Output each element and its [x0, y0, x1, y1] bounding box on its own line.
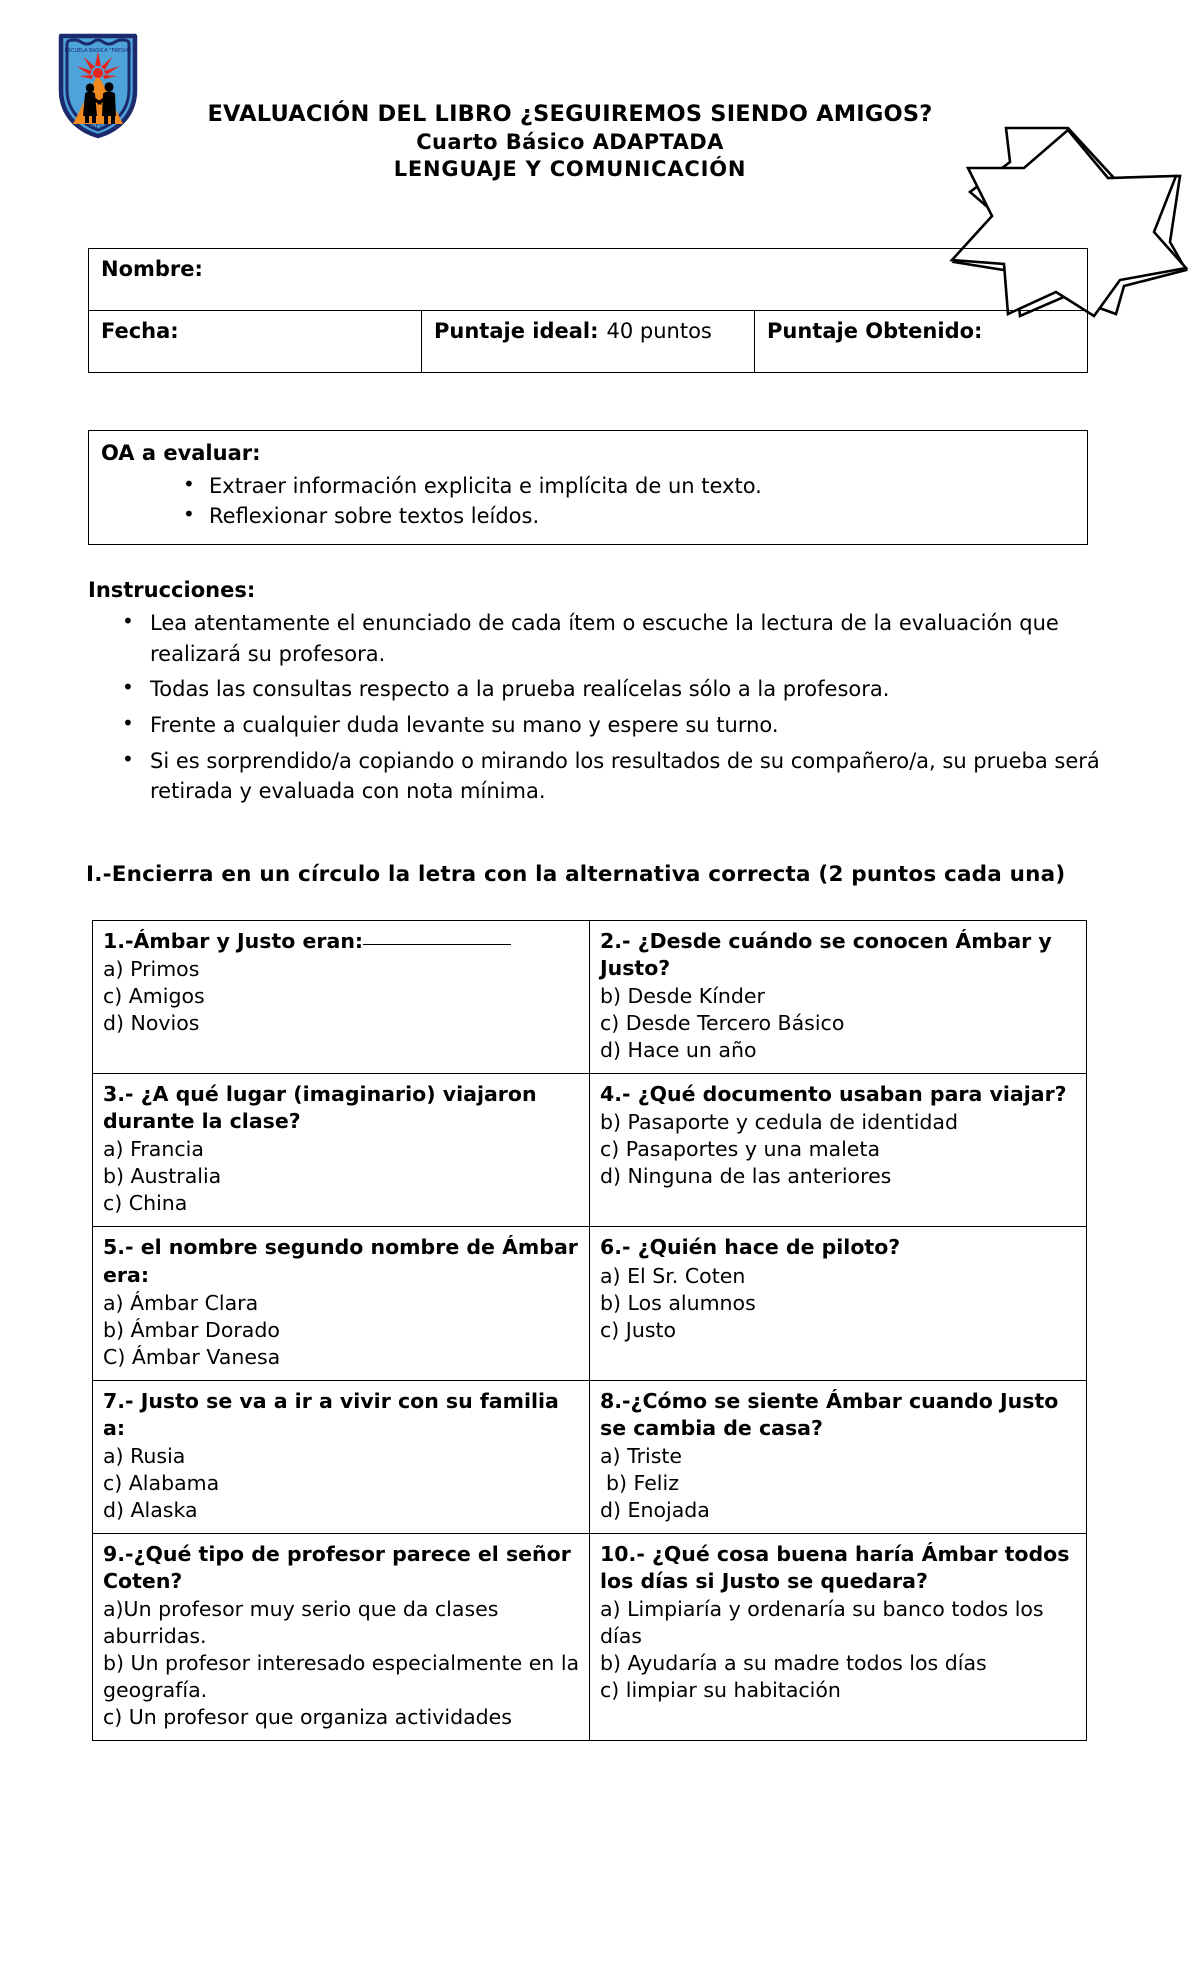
question-stem-text: 1.-Ámbar y Justo eran:: [103, 929, 364, 953]
table-row: [93, 921, 1087, 1074]
question-cell-9[interactable]: [93, 1533, 590, 1740]
nombre-label: Nombre:: [101, 257, 203, 281]
question-option[interactable]: d) Ninguna de las anteriores: [600, 1164, 892, 1189]
question-option[interactable]: a) El Sr. Coten: [600, 1263, 746, 1288]
question-stem: 10.- ¿Qué cosa buena haría Ámbar todos los días si Justo se quedara?: [600, 1541, 1070, 1593]
question-stem: [103, 928, 581, 955]
nombre-cell[interactable]: [89, 249, 1088, 311]
question-cell-8[interactable]: [590, 1380, 1087, 1533]
question-option[interactable]: a) Triste: [600, 1443, 683, 1468]
list-item: • Extraer información explicita e implícita de un texto.: [209, 471, 1075, 501]
question-option[interactable]: b) Pasaporte y cedula de identidad: [600, 1110, 959, 1135]
document-header: [0, 0, 1200, 180]
student-info-table: [88, 248, 1088, 373]
page-subtitle-subject: LENGUAJE Y COMUNICACIÓN: [393, 156, 747, 181]
question-stem: 7.- Justo se va a ir a vivir con su familia a:: [103, 1388, 559, 1440]
question-stem: 3.- ¿A qué lugar (imaginario) viajaron durante la clase?: [103, 1082, 537, 1134]
question-cell-7[interactable]: [93, 1380, 590, 1533]
question-option[interactable]: a) Primos: [103, 957, 200, 982]
question-option[interactable]: b) Desde Kínder: [600, 984, 765, 1009]
question-cell-1[interactable]: [93, 921, 590, 1074]
question-cell-2[interactable]: [590, 921, 1087, 1074]
question-option[interactable]: C) Ámbar Vanesa: [103, 1344, 281, 1369]
list-item: • Reflexionar sobre textos leídos.: [209, 501, 1075, 531]
list-item: • Todas las consultas respecto a la prueba realícelas sólo a la profesora.: [150, 674, 1108, 705]
question-option[interactable]: c) Amigos: [103, 984, 205, 1009]
section-one-heading: I.-Encierra en un círculo la letra con la alternativa correcta (2 puntos cada una): [86, 862, 1066, 887]
question-option[interactable]: b) Ámbar Dorado: [103, 1317, 280, 1342]
question-option[interactable]: d) Hace un año: [600, 1038, 757, 1063]
list-item: • Lea atentamente el enunciado de cada ítem o escuche la lectura de la evaluación que realizará su profesora.: [150, 608, 1108, 669]
puntaje-obtenido-label: Puntaje Obtenido:: [767, 319, 983, 343]
table-row: [93, 1380, 1087, 1533]
puntaje-ideal-value: 40 puntos: [606, 319, 712, 343]
crest-top-text: ESCUELA BASICA "FRESIA": [64, 48, 132, 54]
fecha-label: Fecha:: [101, 319, 179, 343]
puntaje-obtenido-cell[interactable]: [755, 311, 1088, 373]
question-option[interactable]: a) Ámbar Clara: [103, 1290, 259, 1315]
question-option[interactable]: b) Feliz: [606, 1470, 679, 1495]
question-option[interactable]: c) Desde Tercero Básico: [600, 1011, 845, 1036]
question-option[interactable]: b) Los alumnos: [600, 1290, 756, 1315]
question-stem: 9.-¿Qué tipo de profesor parece el señor Coten?: [103, 1541, 571, 1593]
list-item: • Frente a cualquier duda levante su mano y espere su turno.: [150, 710, 1108, 741]
oa-title: OA a evaluar:: [101, 441, 261, 465]
page-subtitle-grade: Cuarto Básico ADAPTADA: [416, 129, 724, 154]
crest-bottom-text: FRESIA: [89, 124, 107, 130]
list-item: • Si es sorprendido/a copiando o mirando los resultados de su compañero/a, su prueba será retirada y evaluada con nota mínima.: [150, 746, 1108, 807]
question-option[interactable]: a) Rusia: [103, 1443, 186, 1468]
question-option[interactable]: b) Un profesor interesado especialmente en la geografía.: [103, 1651, 580, 1703]
instructions-list: [88, 608, 1108, 807]
question-stem: 2.- ¿Desde cuándo se conocen Ámbar y Justo?: [600, 929, 1052, 981]
question-option[interactable]: b) Australia: [103, 1164, 222, 1189]
question-option[interactable]: a)Un profesor muy serio que da clases aburridas.: [103, 1597, 499, 1649]
question-option[interactable]: c) limpiar su habitación: [600, 1678, 841, 1703]
crest-icon: [57, 32, 139, 140]
question-option[interactable]: b) Ayudaría a su madre todos los días: [600, 1651, 987, 1676]
table-row: [89, 311, 1088, 373]
instructions-title: Instrucciones:: [88, 578, 256, 602]
question-option[interactable]: a) Francia: [103, 1137, 204, 1162]
question-option[interactable]: d) Enojada: [600, 1497, 710, 1522]
fecha-cell[interactable]: [89, 311, 422, 373]
question-option[interactable]: d) Alaska: [103, 1497, 198, 1522]
question-cell-5[interactable]: [93, 1227, 590, 1380]
table-row: [89, 249, 1088, 311]
table-row: [93, 1074, 1087, 1227]
question-stem: 5.- el nombre segundo nombre de Ámbar era:: [103, 1235, 578, 1287]
question-cell-6[interactable]: [590, 1227, 1087, 1380]
question-cell-10[interactable]: [590, 1533, 1087, 1740]
question-option[interactable]: d) Novios: [103, 1011, 200, 1036]
answer-blank-line[interactable]: [363, 944, 511, 945]
instructions-block: [88, 578, 1108, 812]
question-stem: 4.- ¿Qué documento usaban para viajar?: [600, 1082, 1067, 1107]
question-option[interactable]: a) Limpiaría y ordenaría su banco todos los días: [600, 1597, 1044, 1649]
puntaje-ideal-label: Puntaje ideal:: [434, 319, 599, 343]
question-option[interactable]: c) Un profesor que organiza actividades: [103, 1705, 512, 1730]
school-crest-logo: [57, 32, 139, 140]
question-option[interactable]: c) Alabama: [103, 1470, 220, 1495]
oa-list: [101, 471, 1075, 532]
table-row: [93, 1533, 1087, 1740]
question-stem: 6.- ¿Quién hace de piloto?: [600, 1235, 901, 1260]
table-row: [93, 1227, 1087, 1380]
question-option[interactable]: c) Pasaportes y una maleta: [600, 1137, 881, 1162]
question-cell-4[interactable]: [590, 1074, 1087, 1227]
question-cell-3[interactable]: [93, 1074, 590, 1227]
header-title-block: [170, 100, 970, 183]
puntaje-ideal-cell: [422, 311, 755, 373]
page-title: EVALUACIÓN DEL LIBRO ¿SEGUIREMOS SIENDO AMIGOS?: [207, 101, 933, 127]
questions-table: [92, 920, 1087, 1741]
question-option[interactable]: c) Justo: [600, 1317, 677, 1342]
question-stem: 8.-¿Cómo se siente Ámbar cuando Justo se cambia de casa?: [600, 1388, 1059, 1440]
oa-box: [88, 430, 1088, 545]
question-option[interactable]: c) China: [103, 1191, 188, 1216]
